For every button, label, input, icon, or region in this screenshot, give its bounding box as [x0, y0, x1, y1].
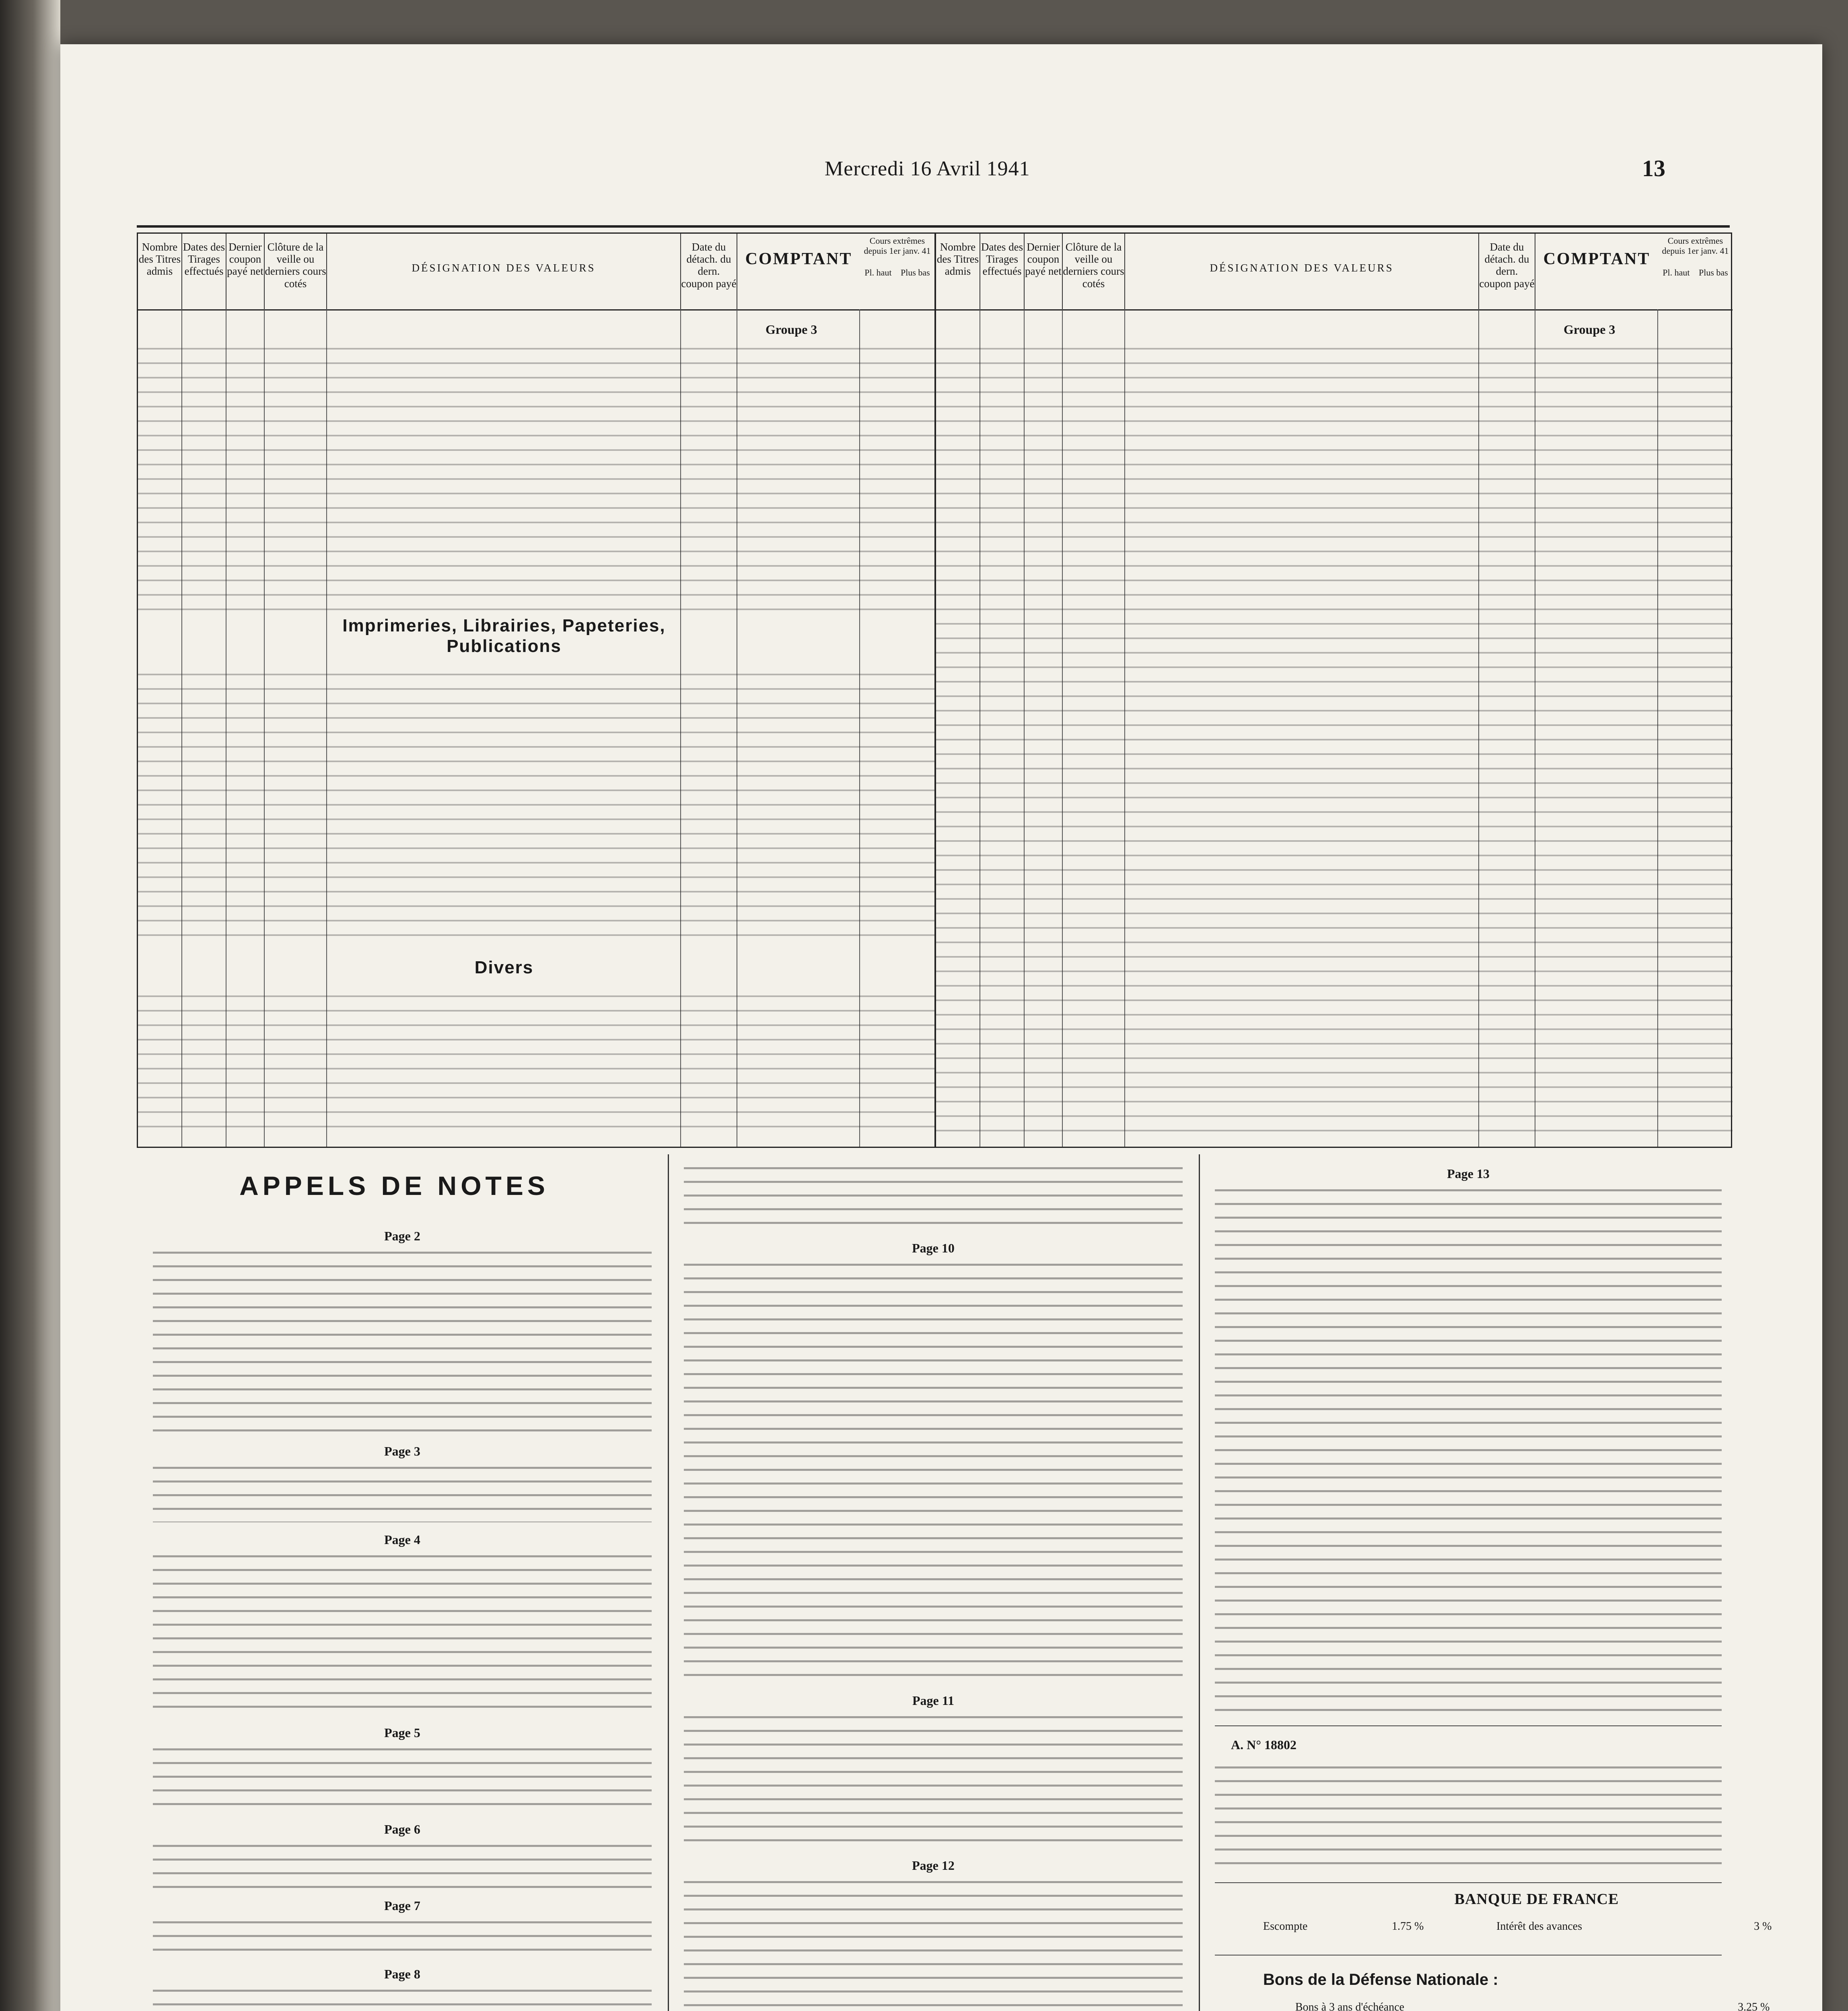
notes-page-heading: Page 5 [384, 1725, 420, 1740]
col-date-detach: Date du détach. du dern. coupon payé [1479, 234, 1535, 309]
avances-value: 3 % [1754, 1920, 1772, 1933]
notes-text [153, 1550, 652, 1715]
avis-text [1215, 1762, 1722, 1870]
notes-page-heading: Page 4 [384, 1532, 420, 1547]
col-dates: Dates des Tirages effectués [182, 234, 226, 309]
notes-text [153, 1985, 652, 2011]
section-heading: Imprimeries, Librairies, Papeteries, Publications [342, 616, 666, 656]
page-header [60, 153, 1822, 201]
avances-label: Intérêt des avances [1496, 1920, 1582, 1933]
bons-defense-value: 3.25 % [1738, 2001, 1770, 2011]
notes-text [684, 1259, 1183, 1681]
notes-text [1215, 1184, 1722, 1711]
cours-label: Cours extrêmes depuis 1er janv. 41 [1662, 236, 1729, 256]
avis-number: A. N° 18802 [1231, 1738, 1297, 1752]
section-heading: Divers [474, 958, 534, 977]
escompte-label: Escompte [1263, 1920, 1308, 1933]
bons-defense-label: Bons à 3 ans d'échéance [1295, 2001, 1404, 2011]
col-comptant: COMPTANT [745, 250, 852, 268]
col-cloture: Clôture de la veille ou derniers cours cotés [265, 234, 327, 309]
quotation-table [137, 232, 1732, 1148]
col-plus-bas: Plus bas [1698, 267, 1728, 278]
col-plus-bas: Plus bas [900, 267, 930, 278]
notes-page-heading: Page 10 [912, 1241, 955, 1255]
listing-lines [138, 342, 934, 612]
notes-page-heading: Page 3 [384, 1444, 420, 1458]
notes-text [684, 1876, 1183, 2011]
col-designation: DÉSIGNATION DES VALEURS [1125, 234, 1479, 309]
newspaper-page [60, 44, 1822, 2011]
col-cloture: Clôture de la veille ou derniers cours cotés [1063, 234, 1125, 309]
banque-title: BANQUE DE FRANCE [1454, 1891, 1619, 1908]
binding-gutter [0, 0, 60, 2011]
rule [1215, 1882, 1722, 1883]
notes-text [684, 1711, 1183, 1848]
banque-de-france-box [1263, 1890, 1810, 1933]
table-right-half [936, 234, 1733, 1147]
cours-subheads [860, 268, 934, 278]
page-number: 13 [1642, 155, 1665, 181]
col-cours-extremes [860, 234, 934, 309]
notes-page-heading: Page 2 [384, 1229, 420, 1243]
escompte-value: 1.75 % [1392, 1920, 1424, 1933]
listing-lines [138, 990, 934, 1139]
notes-title: APPELS DE NOTES [239, 1171, 549, 1201]
col-cours-extremes [1658, 234, 1733, 309]
bons-defense-title: Bons de la Défense Nationale : [1263, 1971, 1498, 1988]
notes-page-heading: Page 11 [912, 1693, 954, 1708]
bons-defense-box [1263, 1971, 1810, 2011]
col-dates: Dates des Tirages effectués [980, 234, 1025, 309]
notes-text [684, 1162, 1183, 1231]
notes-page-heading: Page 6 [384, 1822, 420, 1836]
col-dernier: Dernier coupon payé net [226, 234, 265, 309]
notes-text [153, 1462, 652, 1522]
listing-lines [138, 668, 934, 946]
col-pl-haut: Pl. haut [1663, 267, 1690, 278]
col-designation: DÉSIGNATION DES VALEURS [327, 234, 681, 309]
table-rows-left [138, 314, 934, 1147]
notes-text [153, 1916, 652, 1957]
header-rule [137, 225, 1730, 228]
notes-column-middle [684, 1154, 1183, 2011]
group-heading: Groupe 3 [766, 322, 817, 337]
bons-defense-row [1263, 2001, 1810, 2011]
page-date: Mercredi 16 Avril 1941 [825, 157, 1030, 180]
table-column-headers [936, 234, 1733, 310]
table-left-half [138, 234, 936, 1147]
col-nombre: Nombre des Titres admis [138, 234, 182, 309]
notes-text [153, 1247, 652, 1432]
group-heading: Groupe 3 [1564, 322, 1615, 337]
col-date-detach: Date du détach. du dern. coupon payé [681, 234, 737, 309]
column-divider [1199, 1154, 1200, 2011]
banque-rates [1263, 1920, 1810, 1933]
notes-page-heading: Page 12 [912, 1858, 955, 1873]
table-column-headers [138, 234, 934, 310]
notes-page-heading: Page 8 [384, 1967, 420, 1981]
notes-column-left [153, 1154, 652, 2011]
table-rows-right [936, 314, 1733, 1147]
notes-column-right [1215, 1154, 1722, 2011]
column-divider [668, 1154, 669, 2011]
notes-page-heading: Page 13 [1447, 1166, 1490, 1181]
notes-text [153, 1744, 652, 1812]
notes-page-heading: Page 7 [384, 1898, 420, 1913]
notes-section [137, 1154, 1772, 2011]
col-comptant: COMPTANT [1543, 250, 1650, 268]
listing-lines [936, 342, 1733, 1143]
cours-label: Cours extrêmes depuis 1er janv. 41 [864, 236, 931, 256]
col-nombre: Nombre des Titres admis [936, 234, 980, 309]
notes-text [153, 1840, 652, 1888]
col-pl-haut: Pl. haut [864, 267, 892, 278]
col-dernier: Dernier coupon payé net [1025, 234, 1063, 309]
rule [1215, 1725, 1722, 1726]
cours-subheads [1658, 268, 1733, 278]
